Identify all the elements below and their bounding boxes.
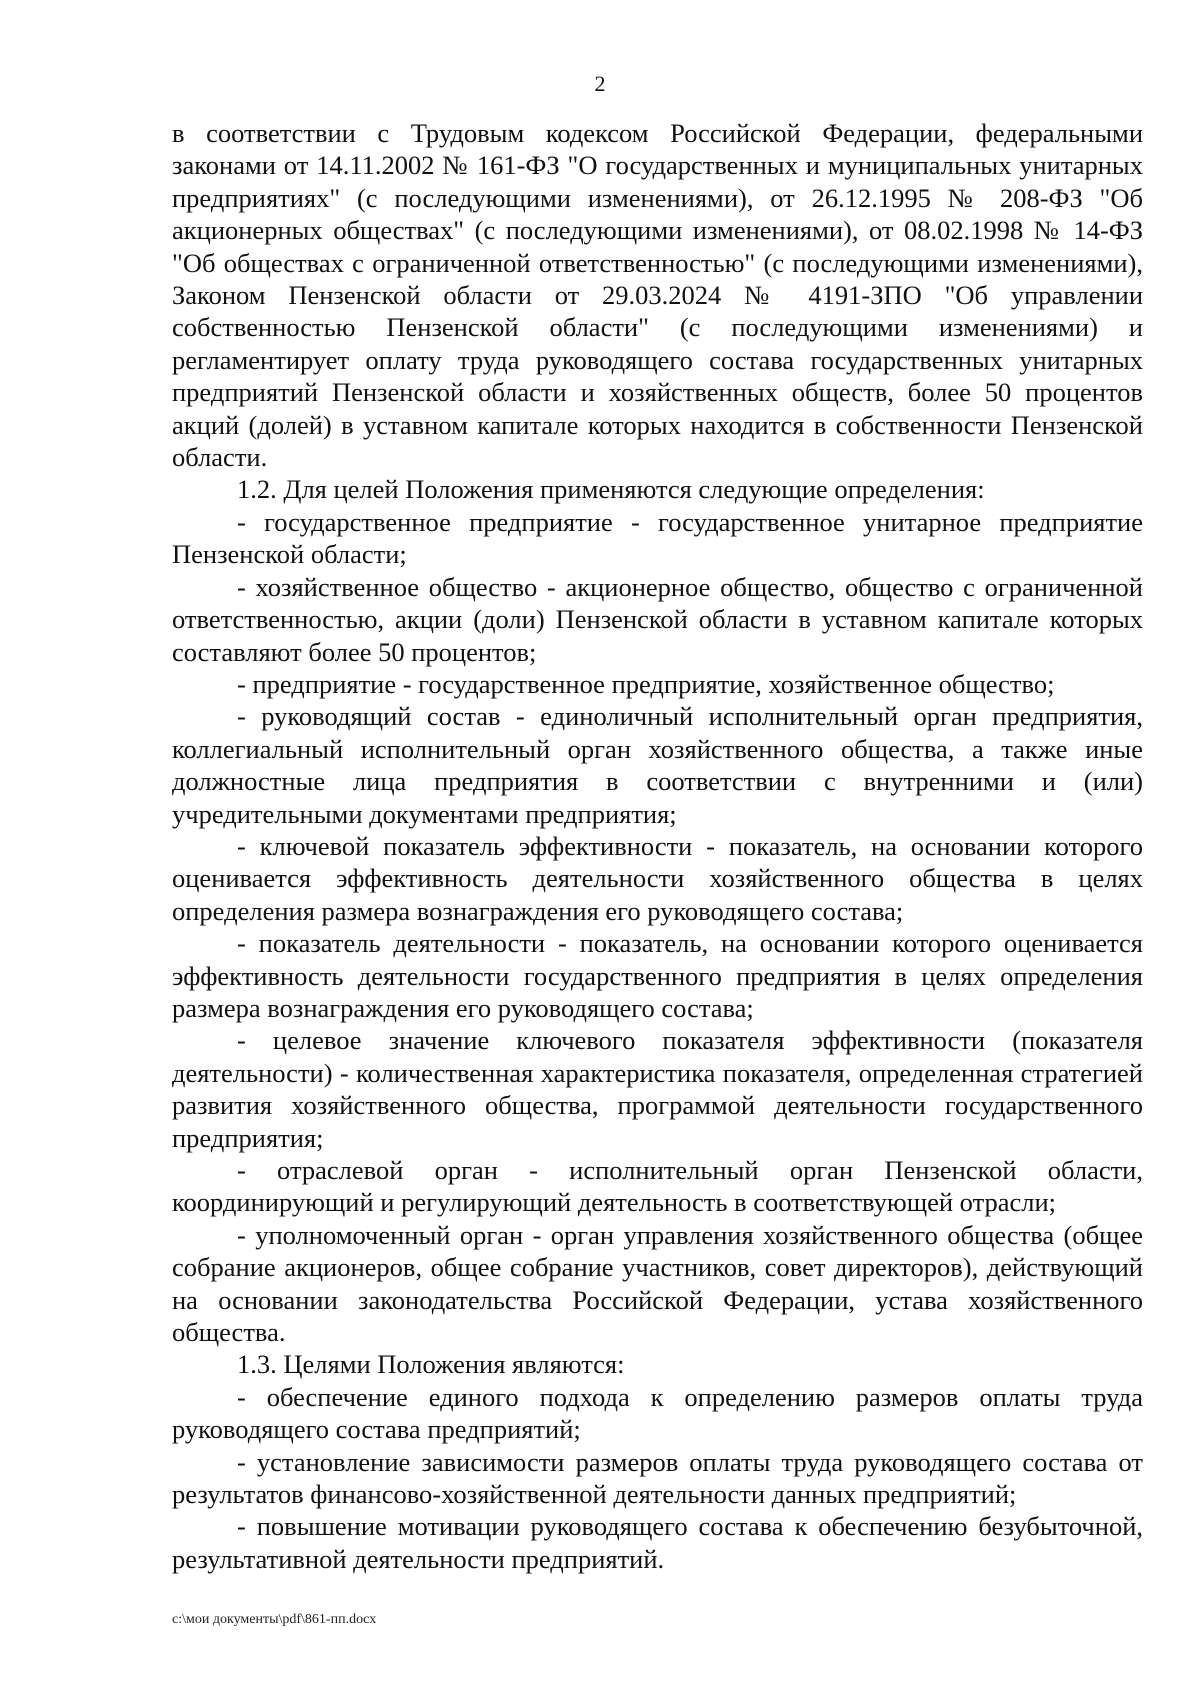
paragraph-1-3-heading: 1.3. Целями Положения являются: [237, 1349, 625, 1380]
definition-authorized-body: - уполномоченный орган - орган управления хозяйственного общества (общее собрание акционеров, общее собрание участников, совет директоров), действующий на основании законодательства Российской Федерации, устава хозяйственного общества. [172, 1219, 1143, 1348]
goal-unified-approach: - обеспечение единого подхода к определению размеров оплаты труда руководящего состава предприятий; [172, 1381, 1143, 1445]
definition-performance-indicator: - показатель деятельности - показатель, на основании которого оценивается эффективность деятельности государственного предприятия в целях определения размера вознаграждения его руководящего состава; [172, 928, 1143, 1023]
footer-file-path: c:\мои документы\pdf\861-пп.docx [172, 1612, 377, 1627]
definition-target-value: - целевое значение ключевого показателя эффективности (показателя деятельности) - количественная характеристика показателя, определенная стратегией развития хозяйственного общества, программой деятельности государственного предприятия; [172, 1025, 1143, 1153]
definition-management: - руководящий состав - единоличный исполнительный орган предприятия, коллегиальный исполнительный орган хозяйственного общества, а также иные должностные лица предприятия в соответствии с внутренними и (или) учредительными документами предприятия; [172, 701, 1143, 829]
definition-sector-body: - отраслевой орган - исполнительный орган Пензенской области, координирующий и регулирующий деятельность в соответствующей отрасли; [172, 1155, 1143, 1218]
definition-business-company: - хозяйственное общество - акционерное общество, общество с ограниченной ответственностью, акции (доли) Пензенской области в уставном капитале которых составляют более 50 процентов; [172, 571, 1143, 667]
goal-pay-dependency: - установление зависимости размеров оплаты труда руководящего состава от результатов финансово-хозяйственной деятельности данных предприятий; [172, 1446, 1143, 1510]
definition-kpi: - ключевой показатель эффективности - показатель, на основании которого оценивается эффективность деятельности хозяйственного общества в целях определения размера вознаграждения его руководящего состава; [172, 830, 1143, 926]
paragraph-intro-continuation: в соответствии с Трудовым кодексом Российской Федерации, федеральными законами от 14.11.2002 № 161-ФЗ "О государственных и муниципальных унитарных предприятиях" (с последующими изменениями), от 26.12.1995 № 208-ФЗ "Об акционерных обществах" (с последующими изменениями), от 08.02.1998 № 14-ФЗ "Об обществах с ограниченной ответственностью" (с последующими изменениями), Законом Пензенской области от 29.03.2024 № 4191-ЗПО "Об управлении собственностью Пензенской области" (с последующими изменениями) и регламентирует оплату труда руководящего состава государственных унитарных предприятий Пензенской области и хозяйственных обществ, более 50 процентов акций (долей) в уставном капитале которых находится в собственности Пензенской области. [172, 118, 1143, 473]
goal-motivation: - повышение мотивации руководящего состава к обеспечению безубыточной, результативной деятельности предприятий. [172, 1511, 1143, 1574]
paragraph-1-2-heading: 1.2. Для целей Положения применяются следующие определения: [237, 474, 985, 505]
page-number: 2 [594, 71, 606, 96]
definition-state-enterprise: - государственное предприятие - государственное унитарное предприятие Пензенской области; [172, 506, 1143, 570]
definition-enterprise: - предприятие - государственное предприятие, хозяйственное общество; [237, 668, 1055, 699]
document-body [172, 117, 1143, 1575]
